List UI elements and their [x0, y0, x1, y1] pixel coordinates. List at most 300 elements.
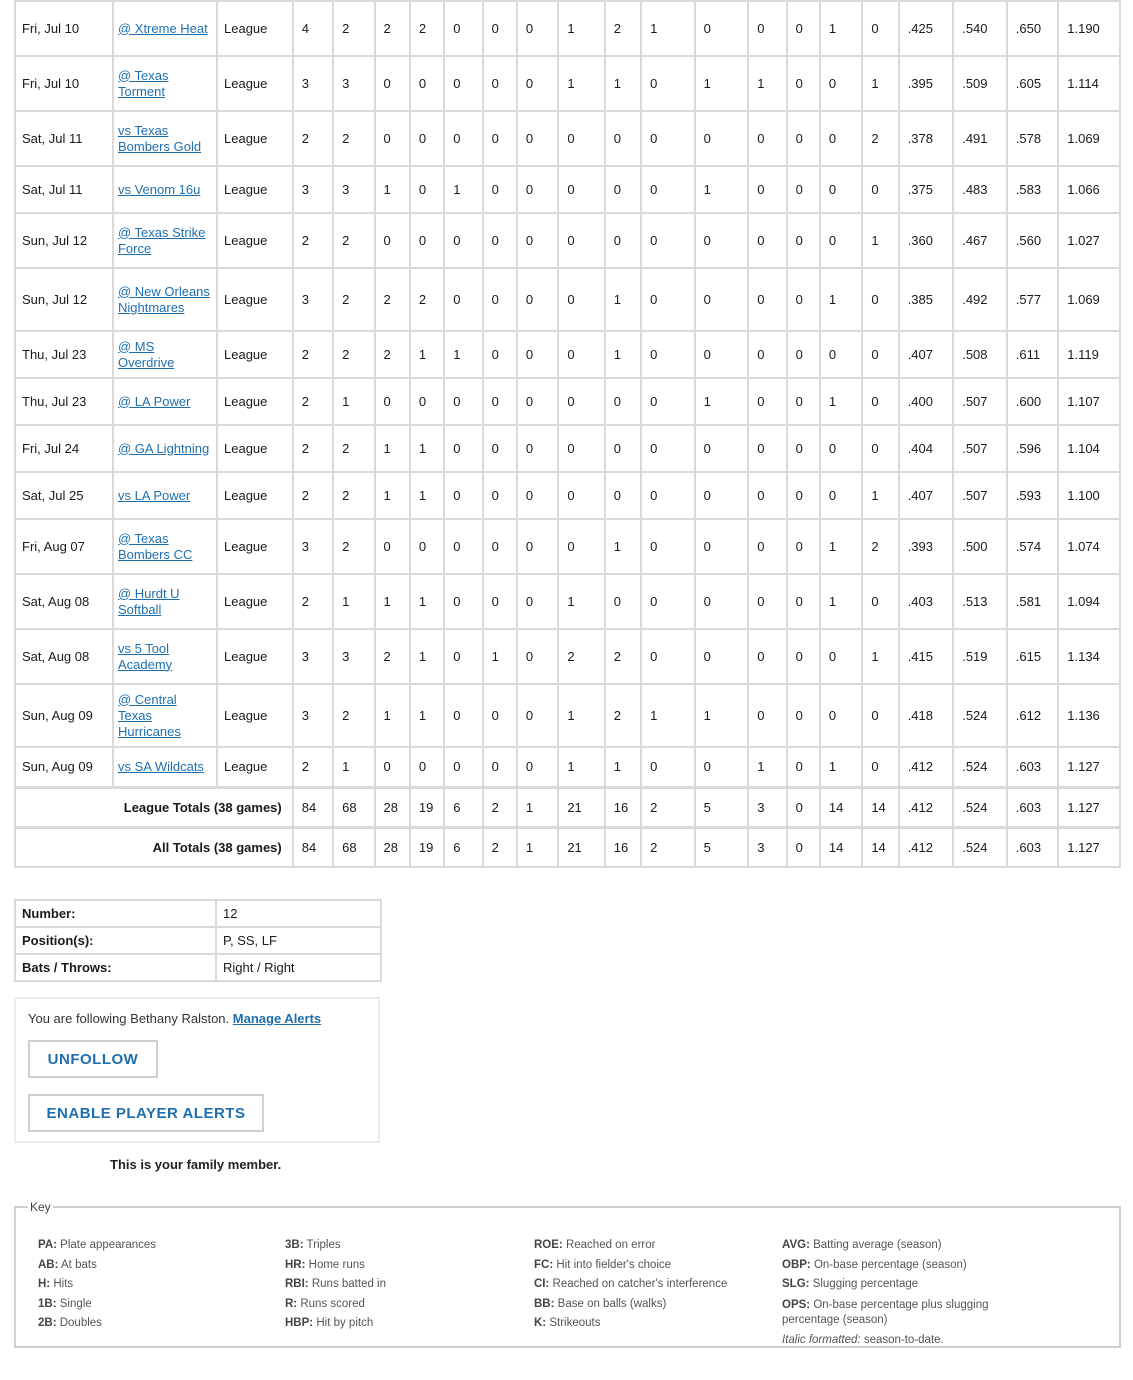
total-stat-cell: 2	[483, 827, 517, 867]
key-abbr: FC:	[534, 1258, 554, 1271]
stat-cell: .491	[953, 111, 1007, 166]
stat-cell: 4	[293, 1, 333, 56]
total-stat-cell: 3	[748, 787, 786, 827]
game-type: League	[217, 213, 293, 268]
key-entry	[38, 1314, 278, 1334]
stat-cell: 0	[695, 574, 749, 629]
stat-cell: 0	[605, 472, 641, 519]
total-stat-cell: .412	[899, 827, 954, 867]
key-desc: Base on balls (walks)	[557, 1297, 667, 1310]
stat-cell: 0	[695, 331, 749, 378]
stat-cell: 2	[293, 331, 333, 378]
position-label: Position(s):	[15, 927, 216, 954]
stat-cell: .509	[953, 56, 1007, 111]
stat-cell: 1	[375, 472, 410, 519]
stat-cell: .400	[899, 378, 954, 425]
stat-cell: 2	[333, 213, 374, 268]
stat-cell: 0	[787, 629, 820, 684]
stat-cell: 0	[820, 111, 862, 166]
game-date: Fri, Jul 10	[15, 56, 113, 111]
totals-label: League Totals (38 games)	[15, 787, 293, 827]
total-stat-cell: 28	[375, 827, 410, 867]
stat-cell: 0	[605, 378, 641, 425]
key-abbr: HBP:	[285, 1317, 314, 1329]
stat-cell: 3	[293, 519, 333, 574]
stat-cell: .412	[899, 747, 954, 787]
game-row	[15, 574, 1120, 629]
stat-cell: 0	[748, 629, 786, 684]
stat-cell: 1	[444, 166, 482, 213]
number-value: 12	[216, 900, 381, 927]
key-column-3	[534, 1236, 774, 1334]
stat-cell: 1	[820, 268, 862, 331]
stat-cell: 0	[641, 519, 695, 574]
game-opponent	[113, 747, 217, 787]
stat-cell: 1.107	[1058, 378, 1120, 425]
stat-cell: 0	[820, 629, 862, 684]
stat-cell: 0	[605, 213, 641, 268]
opponent-link[interactable]: @ Texas Strike Force	[117, 224, 206, 256]
stat-cell: 1	[820, 574, 862, 629]
opponent-link[interactable]: @ Hurdt U Softball	[117, 585, 180, 617]
stat-cell: 1	[375, 684, 410, 747]
key-desc: Single	[59, 1297, 92, 1310]
game-date: Sun, Aug 09	[15, 684, 113, 747]
game-opponent	[113, 378, 217, 425]
stat-cell: 1	[748, 747, 786, 787]
stat-cell: 1.094	[1058, 574, 1120, 629]
key-abbr: OBP:	[782, 1258, 811, 1271]
key-desc: Runs scored	[300, 1297, 365, 1310]
key-desc: Plate appearances	[60, 1239, 157, 1251]
game-row	[15, 747, 1120, 787]
stat-cell: 0	[820, 425, 862, 472]
key-entry	[285, 1295, 525, 1315]
game-type: League	[217, 684, 293, 747]
info-row-number	[15, 900, 381, 927]
key-abbr: K:	[534, 1317, 547, 1329]
key-abbr: 2B:	[38, 1317, 57, 1329]
stat-cell: 2	[293, 425, 333, 472]
opponent-link[interactable]: vs Texas Bombers Gold	[117, 122, 202, 154]
stat-cell: 1	[410, 331, 444, 378]
stat-cell: 1.027	[1058, 213, 1120, 268]
stat-cell: 0	[605, 574, 641, 629]
stat-cell: .508	[953, 331, 1007, 378]
stat-cell: 3	[293, 268, 333, 331]
stat-cell: 2	[333, 519, 374, 574]
stat-cell: 0	[517, 213, 558, 268]
stat-cell: .415	[899, 629, 954, 684]
stat-cell: 2	[410, 268, 444, 331]
game-type: League	[217, 574, 293, 629]
follow-message	[28, 1011, 321, 1026]
total-stat-cell: 19	[410, 827, 444, 867]
stat-cell: 1.127	[1058, 747, 1120, 787]
stat-cell: 1	[605, 747, 641, 787]
stat-cell: 0	[787, 56, 820, 111]
stat-cell: 0	[517, 425, 558, 472]
stat-cell: 2	[333, 425, 374, 472]
stat-cell: 0	[410, 378, 444, 425]
stat-cell: 0	[641, 574, 695, 629]
stat-cell: .540	[953, 1, 1007, 56]
stat-cell: 2	[293, 472, 333, 519]
total-stat-cell: 14	[820, 827, 862, 867]
stat-cell: 0	[444, 684, 482, 747]
stat-cell: 0	[517, 378, 558, 425]
total-stat-cell: 1.127	[1058, 827, 1120, 867]
stat-cell: 0	[517, 629, 558, 684]
game-row	[15, 519, 1120, 574]
stat-cell: 0	[787, 166, 820, 213]
stat-cell: .407	[899, 472, 954, 519]
key-entry	[38, 1256, 278, 1276]
stat-cell: 0	[444, 519, 482, 574]
manage-alerts-link[interactable]: Manage Alerts	[232, 1011, 322, 1026]
stat-cell: 2	[375, 1, 410, 56]
stat-cell: .524	[953, 684, 1007, 747]
stat-cell: 0	[517, 331, 558, 378]
game-row	[15, 56, 1120, 111]
key-entry	[38, 1295, 278, 1315]
stat-cell: 0	[444, 56, 482, 111]
stat-cell: 1.069	[1058, 111, 1120, 166]
key-column-4	[782, 1236, 1022, 1350]
stat-cell: 0	[641, 425, 695, 472]
unfollow-button[interactable]: UNFOLLOW	[28, 1040, 158, 1078]
stat-cell: 0	[558, 378, 604, 425]
key-desc: Reached on catcher's interference	[552, 1278, 728, 1290]
key-desc: Triples	[306, 1239, 341, 1251]
stat-cell: 0	[483, 747, 517, 787]
position-value: P, SS, LF	[216, 927, 381, 954]
total-stat-cell: 19	[410, 787, 444, 827]
game-row	[15, 472, 1120, 519]
stat-cell: 0	[695, 747, 749, 787]
stat-cell: .519	[953, 629, 1007, 684]
stat-cell: .578	[1007, 111, 1059, 166]
totals-row	[15, 827, 1120, 867]
key-entry	[285, 1256, 525, 1276]
stat-cell: 2	[558, 629, 604, 684]
stat-cell: .492	[953, 268, 1007, 331]
game-date: Sun, Jul 12	[15, 268, 113, 331]
game-row	[15, 629, 1120, 684]
stat-cell: 1	[641, 1, 695, 56]
key-entry	[782, 1298, 1022, 1328]
stat-cell: 0	[820, 331, 862, 378]
key-abbr: SLG:	[782, 1278, 810, 1290]
stat-cell: .393	[899, 519, 954, 574]
game-type: League	[217, 747, 293, 787]
opponent-link[interactable]: @ Central Texas Hurricanes	[117, 691, 181, 739]
stat-cell: 2	[862, 111, 898, 166]
game-type: League	[217, 166, 293, 213]
stat-cell: 0	[558, 111, 604, 166]
stat-cell: 0	[787, 331, 820, 378]
total-stat-cell: 1	[517, 787, 558, 827]
stat-cell: 0	[787, 378, 820, 425]
game-opponent	[113, 574, 217, 629]
key-abbr: R:	[285, 1297, 298, 1310]
stat-cell: 0	[444, 629, 482, 684]
stat-cell: 0	[483, 1, 517, 56]
stat-cell: 0	[375, 519, 410, 574]
game-type: League	[217, 268, 293, 331]
stat-cell: 1	[641, 684, 695, 747]
stat-cell: 1.074	[1058, 519, 1120, 574]
opponent-link[interactable]: @ Xtreme Heat	[117, 20, 208, 36]
opponent-link[interactable]: @ LA Power	[117, 393, 191, 409]
stat-cell: 1.100	[1058, 472, 1120, 519]
total-stat-cell: .412	[899, 787, 954, 827]
stat-cell: 0	[444, 574, 482, 629]
stat-cell: 0	[862, 378, 898, 425]
stat-cell: 0	[444, 1, 482, 56]
follow-panel	[14, 997, 380, 1143]
stat-cell: 0	[410, 747, 444, 787]
opponent-link[interactable]: @ Texas Bombers CC	[117, 530, 193, 562]
stat-cell: 1	[695, 56, 749, 111]
stat-cell: 1	[605, 519, 641, 574]
stat-cell: 0	[748, 1, 786, 56]
stat-cell: 0	[820, 56, 862, 111]
key-entry	[534, 1256, 774, 1276]
stat-cell: 0	[695, 1, 749, 56]
stat-cell: 0	[787, 213, 820, 268]
total-stat-cell: .524	[953, 827, 1007, 867]
opponent-link[interactable]: @ MS Overdrive	[117, 338, 175, 370]
key-entry	[782, 1256, 1022, 1276]
stat-cell: 0	[517, 747, 558, 787]
stat-cell: 1	[333, 574, 374, 629]
stat-cell: 1.119	[1058, 331, 1120, 378]
opponent-link[interactable]: @ GA Lightning	[117, 440, 210, 456]
opponent-link[interactable]: @ Texas Torment	[117, 67, 169, 99]
stat-cell: 0	[605, 166, 641, 213]
stat-cell: .524	[953, 747, 1007, 787]
game-type: League	[217, 56, 293, 111]
opponent-link[interactable]: @ New Orleans Nightmares	[117, 283, 210, 315]
total-stat-cell: 16	[605, 787, 641, 827]
stat-cell: 0	[641, 378, 695, 425]
stat-cell: 0	[748, 166, 786, 213]
stat-cell: 0	[862, 425, 898, 472]
opponent-link[interactable]: vs SA Wildcats	[117, 758, 204, 774]
stat-cell: .378	[899, 111, 954, 166]
stat-cell: 2	[862, 519, 898, 574]
player-info	[14, 899, 382, 982]
stat-cell: 2	[293, 747, 333, 787]
stat-cell: 0	[862, 268, 898, 331]
game-opponent	[113, 268, 217, 331]
stat-cell: 1	[410, 574, 444, 629]
stat-cell: 0	[748, 331, 786, 378]
stat-cell: 2	[293, 111, 333, 166]
key-abbr: PA:	[38, 1239, 57, 1251]
stat-cell: 0	[695, 472, 749, 519]
total-stat-cell: 21	[558, 787, 604, 827]
stat-cell: 0	[410, 56, 444, 111]
key-entry	[38, 1236, 278, 1256]
stat-cell: 0	[483, 519, 517, 574]
game-date: Fri, Jul 24	[15, 425, 113, 472]
stat-cell: 1	[375, 166, 410, 213]
key-abbr: HR:	[285, 1258, 306, 1271]
stat-cell: 1.066	[1058, 166, 1120, 213]
stat-cell: 0	[410, 166, 444, 213]
stat-cell: 0	[410, 213, 444, 268]
stat-cell: 0	[375, 747, 410, 787]
stat-cell: 0	[862, 166, 898, 213]
key-abbr: CI:	[534, 1278, 550, 1290]
follow-message-text: You are following Bethany Ralston.	[28, 1011, 230, 1026]
stat-cell: 1	[695, 378, 749, 425]
stat-cell: .574	[1007, 519, 1059, 574]
stat-cell: .403	[899, 574, 954, 629]
game-type: League	[217, 425, 293, 472]
stat-cell: 1	[558, 574, 604, 629]
game-row	[15, 1, 1120, 56]
total-stat-cell: 84	[293, 787, 333, 827]
stat-cell: 1	[483, 629, 517, 684]
stat-cell: .583	[1007, 166, 1059, 213]
stat-cell: 0	[605, 425, 641, 472]
stat-cell: .375	[899, 166, 954, 213]
stat-cell: 0	[787, 425, 820, 472]
key-desc: Batting average (season)	[813, 1239, 942, 1251]
key-title: Key	[30, 1200, 51, 1214]
stat-cell: 1.114	[1058, 56, 1120, 111]
stat-cell: 1	[695, 166, 749, 213]
italic-note-label: Italic formatted:	[782, 1333, 861, 1346]
game-type: League	[217, 472, 293, 519]
stat-cell: 2	[410, 1, 444, 56]
stat-cell: .577	[1007, 268, 1059, 331]
stat-cell: .385	[899, 268, 954, 331]
opponent-link[interactable]: vs Venom 16u	[117, 181, 201, 197]
key-abbr: H:	[38, 1278, 51, 1290]
game-date: Thu, Jul 23	[15, 378, 113, 425]
stat-cell: 0	[695, 519, 749, 574]
opponent-link[interactable]: vs 5 Tool Academy	[117, 640, 173, 672]
stat-cell: 2	[605, 1, 641, 56]
stat-cell: 3	[293, 629, 333, 684]
stat-cell: 0	[444, 213, 482, 268]
key-entry	[534, 1275, 774, 1295]
stat-cell: 0	[483, 574, 517, 629]
total-stat-cell: 21	[558, 827, 604, 867]
stat-cell: 0	[517, 1, 558, 56]
game-log	[14, 0, 1121, 868]
key-desc: Hit into fielder's choice	[556, 1258, 672, 1271]
stat-cell: 2	[375, 268, 410, 331]
total-stat-cell: 3	[748, 827, 786, 867]
stat-cell: .507	[953, 378, 1007, 425]
stat-cell: 1	[820, 747, 862, 787]
stat-cell: 0	[558, 519, 604, 574]
stat-cell: 1.136	[1058, 684, 1120, 747]
stat-cell: 0	[558, 331, 604, 378]
key-desc: Doubles	[59, 1317, 102, 1329]
stat-cell: 0	[410, 519, 444, 574]
stat-cell: 1	[410, 472, 444, 519]
stat-cell: 0	[558, 268, 604, 331]
stat-cell: 0	[748, 472, 786, 519]
key-entry	[782, 1236, 1022, 1256]
stat-cell: 1	[605, 331, 641, 378]
key-entry	[285, 1236, 525, 1256]
game-row	[15, 268, 1120, 331]
stat-cell: 0	[748, 213, 786, 268]
key-entry	[285, 1275, 525, 1295]
key-desc: On-base percentage (season)	[813, 1258, 967, 1271]
total-stat-cell: 1.127	[1058, 787, 1120, 827]
stat-cell: 0	[483, 684, 517, 747]
stat-cell: .395	[899, 56, 954, 111]
stat-cell: 0	[444, 111, 482, 166]
opponent-link[interactable]: vs LA Power	[117, 487, 191, 503]
total-stat-cell: 6	[444, 787, 482, 827]
stat-cell: 0	[820, 166, 862, 213]
stat-cell: .507	[953, 425, 1007, 472]
stat-cell: 0	[748, 574, 786, 629]
key-abbr: BB:	[534, 1297, 555, 1310]
stat-cell: 0	[375, 111, 410, 166]
stat-cell: 1	[444, 331, 482, 378]
stat-cell: 0	[787, 111, 820, 166]
stat-cell: 0	[444, 747, 482, 787]
stat-cell: 0	[695, 111, 749, 166]
key-abbr: ROE:	[534, 1239, 563, 1251]
stat-cell: 0	[641, 166, 695, 213]
game-date: Sat, Jul 25	[15, 472, 113, 519]
game-opponent	[113, 684, 217, 747]
stat-cell: 0	[641, 472, 695, 519]
total-stat-cell: 14	[862, 787, 898, 827]
stat-cell: 2	[293, 378, 333, 425]
total-stat-cell: 2	[641, 787, 695, 827]
stat-cell: 0	[444, 268, 482, 331]
stat-cell: .500	[953, 519, 1007, 574]
game-row	[15, 166, 1120, 213]
game-opponent	[113, 331, 217, 378]
key-desc: Hits	[53, 1278, 74, 1290]
stat-cell: 1	[558, 56, 604, 111]
total-stat-cell: 14	[862, 827, 898, 867]
key-column-2	[285, 1236, 525, 1334]
key-desc: On-base percentage plus slugging percentage (season)	[782, 1298, 989, 1326]
game-date: Sat, Jul 11	[15, 166, 113, 213]
stat-cell: .603	[1007, 747, 1059, 787]
enable-player-alerts-button[interactable]: ENABLE PLAYER ALERTS	[28, 1094, 264, 1132]
game-date: Sun, Aug 09	[15, 747, 113, 787]
key-entry	[534, 1236, 774, 1256]
stat-cell: 0	[375, 213, 410, 268]
stat-cell: 1	[862, 56, 898, 111]
total-stat-cell: 14	[820, 787, 862, 827]
stat-cell: .418	[899, 684, 954, 747]
game-type: League	[217, 378, 293, 425]
bats-throws-value: Right / Right	[216, 954, 381, 981]
key-desc: Strikeouts	[549, 1317, 601, 1329]
stat-cell: 1	[333, 378, 374, 425]
key-desc: Slugging percentage	[812, 1278, 919, 1290]
key-desc: At bats	[61, 1258, 97, 1271]
stat-cell: 0	[748, 111, 786, 166]
stat-cell: 0	[605, 111, 641, 166]
